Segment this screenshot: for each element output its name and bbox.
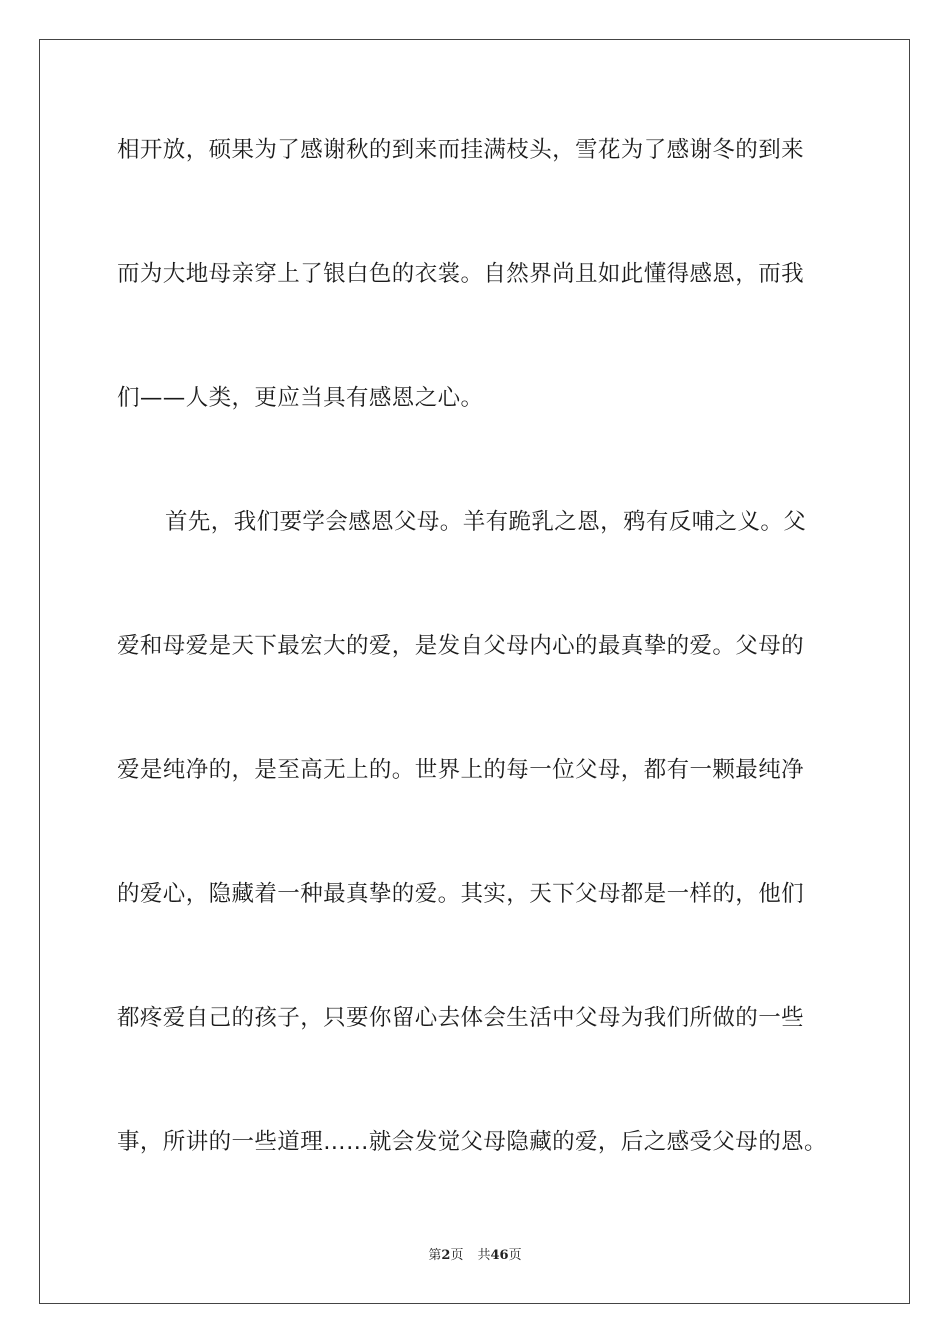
page-border	[39, 39, 910, 1304]
total-pages-label: 共46页	[477, 1248, 522, 1263]
page-number-label: 第2页	[428, 1248, 464, 1263]
page-footer	[0, 1247, 950, 1265]
total-pages-number: 46	[490, 1248, 509, 1263]
paragraph-line: 的爱心，隐藏着一种最真挚的爱。其实，天下父母都是一样的，他们	[117, 881, 805, 907]
paragraph-line: 而为大地母亲穿上了银白色的衣裳。自然界尚且如此懂得感恩，而我	[117, 261, 805, 287]
paragraph-line: 事，所讲的一些道理……就会发觉父母隐藏的爱，后之感受父母的恩。	[117, 1129, 827, 1155]
current-page-number: 2	[441, 1248, 451, 1263]
paragraph-line: 都疼爱自己的孩子，只要你留心去体会生活中父母为我们所做的一些	[117, 1005, 805, 1031]
paragraph-line: 首先，我们要学会感恩父母。羊有跪乳之恩，鸦有反哺之义。父	[165, 509, 807, 535]
paragraph-line: 们——人类，更应当具有感恩之心。	[117, 385, 484, 411]
paragraph-line: 相开放，硕果为了感谢秋的到来而挂满枝头，雪花为了感谢冬的到来	[117, 137, 805, 163]
paragraph-line: 爱和母爱是天下最宏大的爱，是发自父母内心的最真挚的爱。父母的	[117, 633, 805, 659]
paragraph-line: 爱是纯净的，是至高无上的。世界上的每一位父母，都有一颗最纯净	[117, 757, 805, 783]
